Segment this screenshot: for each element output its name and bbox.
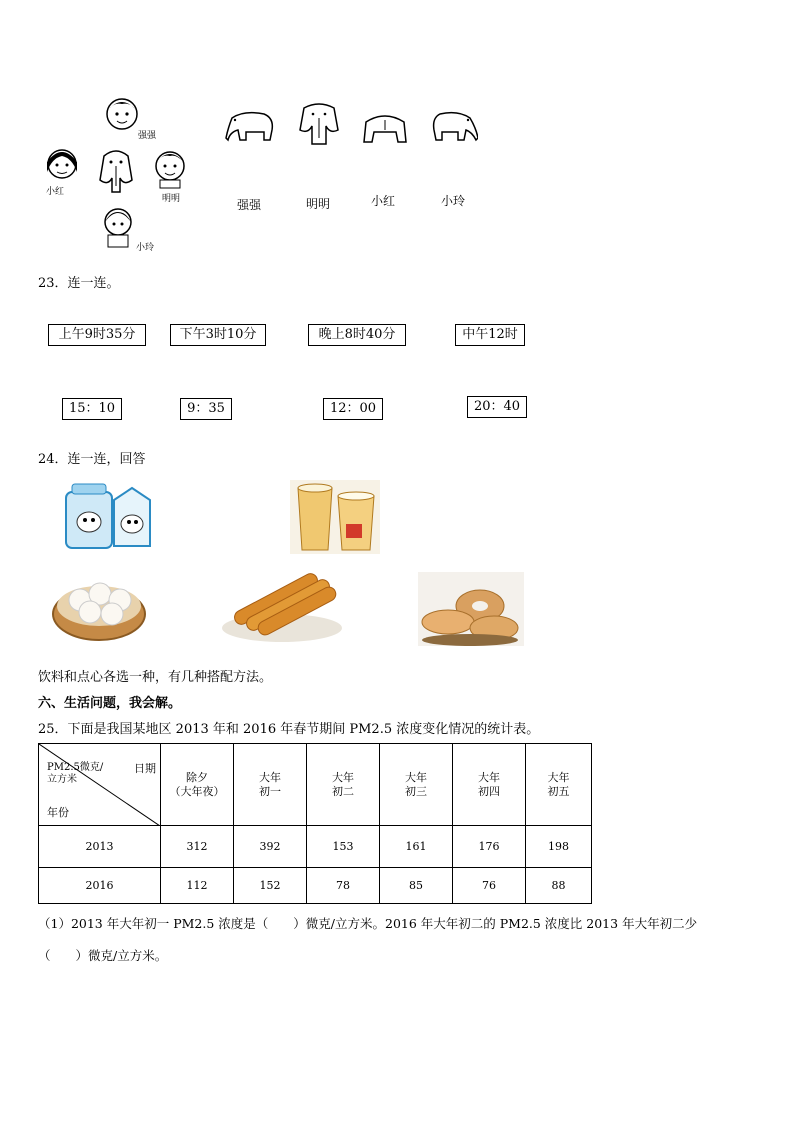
elephant-side-view-icon: [224, 108, 276, 144]
header-day-5: 大年 初五: [526, 744, 592, 826]
header-day-1: 大年 初一: [234, 744, 307, 826]
section-6-title: 六、生活问题，我会解。: [38, 696, 182, 711]
steamed-buns-image[interactable]: [50, 560, 148, 644]
cell-2013-day1: 392: [234, 826, 307, 868]
time-box-bottom-1[interactable]: 15：10: [62, 398, 122, 420]
youtiao-image[interactable]: [218, 562, 346, 646]
cell-2013-chuxi: 312: [161, 826, 234, 868]
q25-sub1-line2: （ ）微克/立方米。: [38, 948, 168, 963]
time-box-bottom-4[interactable]: 20：40: [467, 396, 527, 418]
corner-label-date: 日期: [134, 762, 156, 775]
cell-2016-day4: 76: [453, 868, 526, 904]
pm25-table: [38, 743, 592, 904]
time-box-top-2[interactable]: 下午3时10分: [170, 324, 266, 346]
header-day-4: 大年 初四: [453, 744, 526, 826]
table-row: [39, 826, 592, 868]
table-row: [39, 868, 592, 904]
child-label-qiangqiang: 强强: [138, 131, 157, 141]
cell-2016-day3: 85: [380, 868, 453, 904]
corner-label-year: 年份: [47, 806, 69, 819]
cell-2013-day5: 198: [526, 826, 592, 868]
time-box-top-4[interactable]: 中午12时: [455, 324, 525, 346]
table-header-row: [39, 744, 592, 826]
header-day-2: 大年 初二: [307, 744, 380, 826]
time-box-bottom-2[interactable]: 9：35: [180, 398, 232, 420]
cell-2013-day4: 176: [453, 826, 526, 868]
header-day-3: 大年 初三: [380, 744, 453, 826]
cell-2016-chuxi: 112: [161, 868, 234, 904]
girl-face-xiaoling-icon: [100, 202, 140, 250]
cell-2013-day3: 161: [380, 826, 453, 868]
row-year-2016: 2016: [39, 868, 161, 904]
time-box-top-3[interactable]: 晚上8时40分: [308, 324, 406, 346]
cell-2013-day2: 153: [307, 826, 380, 868]
milk-cartons-image[interactable]: [62, 480, 154, 552]
corner-label-unit: PM2.5微克/ 立方米: [47, 762, 104, 785]
elephant-label-3: 小红: [371, 194, 396, 208]
elephant-label-4: 小玲: [441, 194, 466, 208]
cell-2016-day5: 88: [526, 868, 592, 904]
child-label-xiaohong: 小红: [46, 187, 65, 197]
bread-image[interactable]: [418, 572, 524, 646]
q25-sub1-line1: （1）2013 年大年初一 PM2.5 浓度是（ ）微克/立方米。2016 年大年初二的 PM2.5 浓度比 2013 年大年初二少: [38, 916, 698, 931]
boy-face-mingming-icon: [148, 146, 192, 190]
soy-milk-cups-image[interactable]: [290, 480, 380, 554]
header-chuxi: 除夕 （大年夜）: [161, 744, 234, 826]
q24-question: 饮料和点心各选一种，有几种搭配方法。: [38, 670, 273, 685]
child-label-xiaoling: 小玲: [136, 243, 155, 253]
time-box-top-1[interactable]: 上午9时35分: [48, 324, 146, 346]
row-year-2013: 2013: [39, 826, 161, 868]
elephant-front-view-icon: [298, 100, 340, 148]
elephant-label-2: 明明: [306, 197, 331, 211]
cell-2016-day2: 78: [307, 868, 380, 904]
girl-face-xiaohong-icon: [42, 142, 82, 186]
table-corner-cell: [39, 744, 161, 826]
q25-title: 25．下面是我国某地区 2013 年和 2016 年春节期间 PM2.5 浓度变化情况的统计表。: [38, 722, 540, 737]
elephant-label-1: 强强: [237, 198, 262, 212]
elephant-back-view-icon: [360, 110, 410, 146]
center-elephant-icon: [94, 146, 138, 196]
cell-2016-day1: 152: [234, 868, 307, 904]
q24-title: 24．连一连，回答: [38, 452, 146, 467]
time-box-bottom-3[interactable]: 12：00: [323, 398, 383, 420]
elephant-side-view-right-icon: [430, 108, 478, 144]
child-label-mingming: 明明: [162, 194, 181, 204]
q23-title: 23．连一连。: [38, 276, 120, 291]
